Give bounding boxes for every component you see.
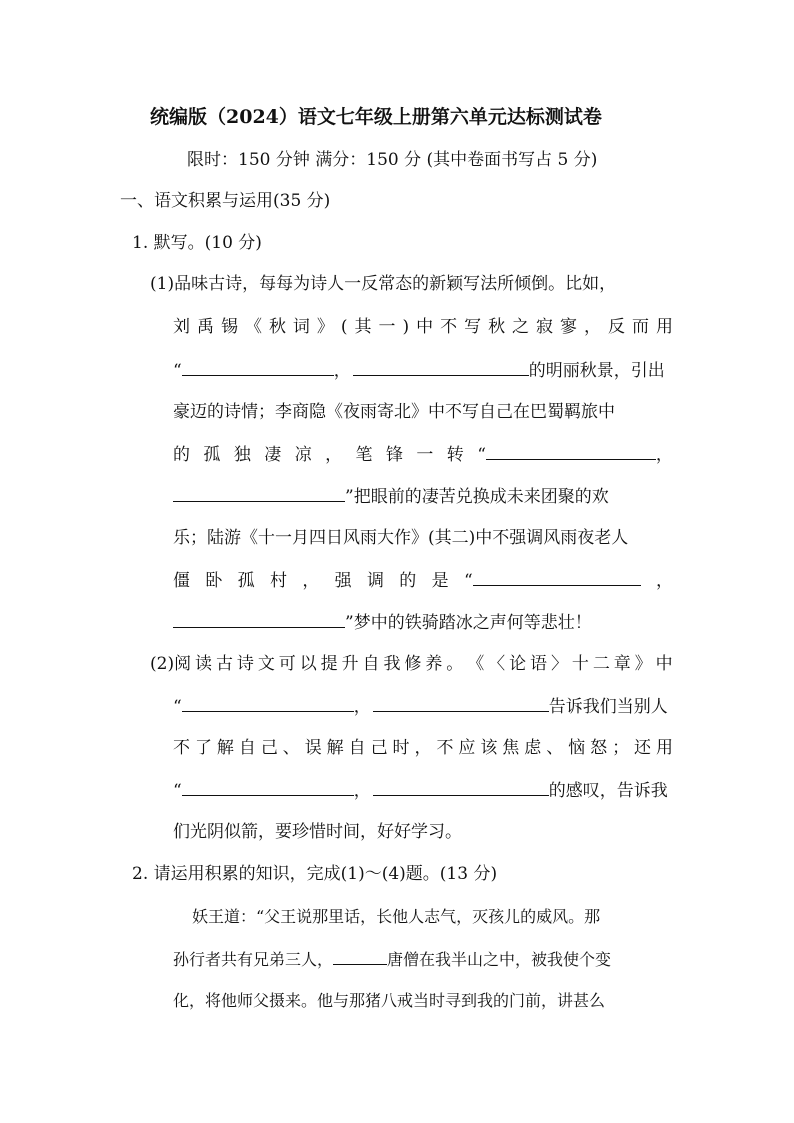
answer-blank[interactable] (373, 695, 549, 712)
q1-p1-line-2: 刘 禹 锡 《 秋 词 》 ( 其 一 ) 中 不 写 秋 之 寂 寥 ， 反 而 用 (173, 317, 673, 337)
q1-p2-line-2: “ ， 告诉我们当别人 (173, 697, 668, 717)
section-heading-1: 一、语文积累与运用(35 分) (120, 191, 331, 211)
q1-p1-line-7: 乐；陆游《十一月四日风雨大作》(其二)中不强调风雨夜老人 (173, 528, 629, 548)
q1-p2-line-4: “ ， 的感叹，告诉我 (173, 781, 668, 801)
q1-p2-line-1: (2)阅 读 古 诗 文 可 以 提 升 自 我 修 养 。 《 〈 论 语 〉 十 二 章 》 中 (150, 654, 673, 674)
question-1-heading: 1. 默写。(10 分) (132, 233, 262, 253)
question-2-heading: 2. 请运用积累的知识，完成(1)～(4)题。(13 分) (132, 864, 498, 884)
answer-blank[interactable] (182, 779, 354, 796)
exam-subtitle: 限时：150 分钟 满分：150 分 (其中卷面书写占 5 分) (187, 150, 598, 170)
page-title: 统编版（2024）语文七年级上册第六单元达标测试卷 (150, 106, 602, 128)
passage-line-3: 化，将他师父摄来。他与那猪八戒当时寻到我的门前，讲甚么 (173, 991, 606, 1010)
q1-p1-line-9: ”梦中的铁骑踏冰之声何等悲壮！ (173, 611, 592, 634)
answer-blank[interactable] (173, 485, 345, 502)
passage-line-2: 孙行者共有兄弟三人， 唐僧在我半山之中，被我使个变 (173, 950, 612, 969)
answer-blank[interactable] (486, 443, 656, 460)
q1-p1-line-6: ”把眼前的凄苦兑换成未来团聚的欢 (173, 485, 609, 508)
answer-blank[interactable] (182, 695, 354, 712)
answer-blank[interactable] (353, 359, 529, 376)
passage-line-1: 妖王道：“父王说那里话，长他人志气，灭孩儿的威风。那 (192, 907, 601, 926)
answer-blank[interactable] (473, 569, 641, 586)
q1-p2-line-5: 们光阴似箭，要珍惜时间，好好学习。 (173, 822, 462, 842)
q1-p1-line-8: 僵 卧 孤 村 ， 强 调 的 是 “ ， (173, 571, 673, 591)
answer-blank[interactable] (373, 779, 549, 796)
q1-p2-line-3: 不 了 解 自 己 、 误 解 自 己 时 ， 不 应 该 焦 虑 、 恼 怒 ； 还 用 (173, 738, 673, 758)
answer-blank[interactable] (173, 611, 345, 628)
q1-p1-line-3: “ ， 的明丽秋景，引出 (173, 361, 665, 381)
answer-blank[interactable] (333, 948, 387, 965)
answer-blank[interactable] (182, 359, 334, 376)
q1-p1-line-1: (1)品味古诗，每每为诗人一反常态的新颖写法所倾倒。比如， (150, 274, 617, 294)
q1-p1-line-4: 豪迈的诗情；李商隐《夜雨寄北》中不写自己在巴蜀羁旅中 (173, 402, 615, 422)
q1-p1-line-5: 的 孤 独 凄 凉 ， 笔 锋 一 转 “ ， (173, 445, 673, 465)
